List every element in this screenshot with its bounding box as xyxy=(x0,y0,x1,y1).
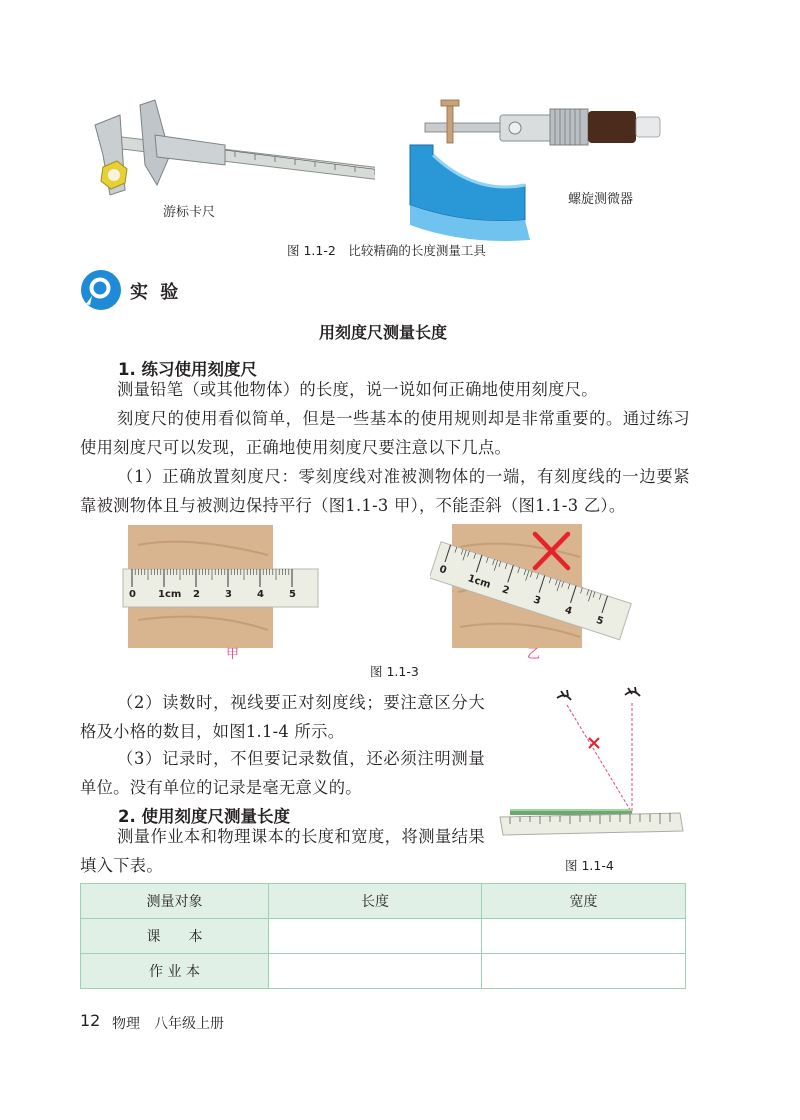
table-header-cell: 宽度 xyxy=(482,884,686,919)
ruler-number: 2 xyxy=(500,584,511,597)
table-header-cell: 测量对象 xyxy=(81,884,269,919)
table-row xyxy=(81,954,686,989)
measurement-table xyxy=(80,883,686,989)
ruler-number: 0 xyxy=(437,563,448,577)
section-2-heading: 2. 使用刻度尺测量长度 xyxy=(118,807,290,826)
table-header-row xyxy=(81,884,686,919)
table-cell-object: 作 业 本 xyxy=(81,954,269,989)
experiment-badge-label: 实 验 xyxy=(130,282,182,303)
ruler-number: 4 xyxy=(563,604,574,618)
section-2-paragraph: 测量作业本和物理课本的长度和宽度，将测量结果填入下表。 xyxy=(80,827,485,875)
figure-1-1-3-label-yi: 乙 xyxy=(527,647,541,662)
ruler-number: 5 xyxy=(594,614,605,628)
figure-1-1-3-label-jia: 甲 xyxy=(226,647,240,662)
table-cell-width[interactable] xyxy=(482,954,686,989)
eye-right-icon xyxy=(625,687,640,696)
section-1-paragraph-3: （1）正确放置刻度尺：零刻度线对准被测物体的一端，有刻度线的一边要紧靠被测物体且与被测边保持平行（图1.1-3 甲），不能歪斜（图1.1-3 乙）。 xyxy=(80,467,690,515)
table-cell-object: 课 本 xyxy=(81,919,269,954)
caliper-label: 游标卡尺 xyxy=(163,205,216,220)
point-3-paragraph: （3）记录时，不但要记录数值，还必须注明测量单位。没有单位的记录是毫无意义的。 xyxy=(80,749,485,797)
table-row xyxy=(81,919,686,954)
table-cell-width[interactable] xyxy=(482,919,686,954)
ruler-number: 4 xyxy=(257,589,264,600)
ruler-number: 2 xyxy=(193,589,200,600)
book-title: 物理 八年级上册 xyxy=(112,1016,224,1032)
ruler-wrong-illustration xyxy=(430,522,640,652)
ruler-number: 1cm xyxy=(466,573,492,591)
section-1-paragraph-1: 测量铅笔（或其他物体）的长度，说一说如何正确地使用刻度尺。 xyxy=(117,380,598,399)
section-1-heading: 1. 练习使用刻度尺 xyxy=(118,360,257,379)
ruler-correct-illustration xyxy=(118,525,323,650)
point-2-paragraph: （2）读数时，视线要正对刻度线；要注意区分大格及小格的数目，如图1.1-4 所示。 xyxy=(80,693,485,741)
ruler-number: 3 xyxy=(531,594,543,608)
figure-1-1-3-caption: 图 1.1-3 xyxy=(370,664,419,679)
figure-1-1-4-caption: 图 1.1-4 xyxy=(565,858,614,873)
reading-angle-illustration xyxy=(495,685,685,840)
micrometer-label: 螺旋测微器 xyxy=(568,192,634,207)
table-header-cell: 长度 xyxy=(269,884,482,919)
magnifier-icon xyxy=(80,269,122,311)
table-cell-length[interactable] xyxy=(269,919,482,954)
ruler-number: 5 xyxy=(289,589,296,600)
ruler-number: 3 xyxy=(225,589,232,600)
page-number: 12 xyxy=(80,1011,101,1030)
vernier-caliper-illustration xyxy=(85,95,375,210)
table-cell-length[interactable] xyxy=(269,954,482,989)
experiment-title: 用刻度尺测量长度 xyxy=(318,323,447,342)
section-1-paragraph-2: 刻度尺的使用看似简单，但是一些基本的使用规则却是非常重要的。通过练习使用刻度尺可以发现，正确地使用刻度尺要注意以下几点。 xyxy=(80,409,690,457)
eye-left-icon xyxy=(557,690,571,700)
figure-1-1-2-caption: 图 1.1-2 比较精确的长度测量工具 xyxy=(287,243,486,258)
micrometer-illustration xyxy=(405,95,670,245)
ruler-number: 0 xyxy=(129,589,136,600)
ruler-number: 1cm xyxy=(158,589,182,600)
